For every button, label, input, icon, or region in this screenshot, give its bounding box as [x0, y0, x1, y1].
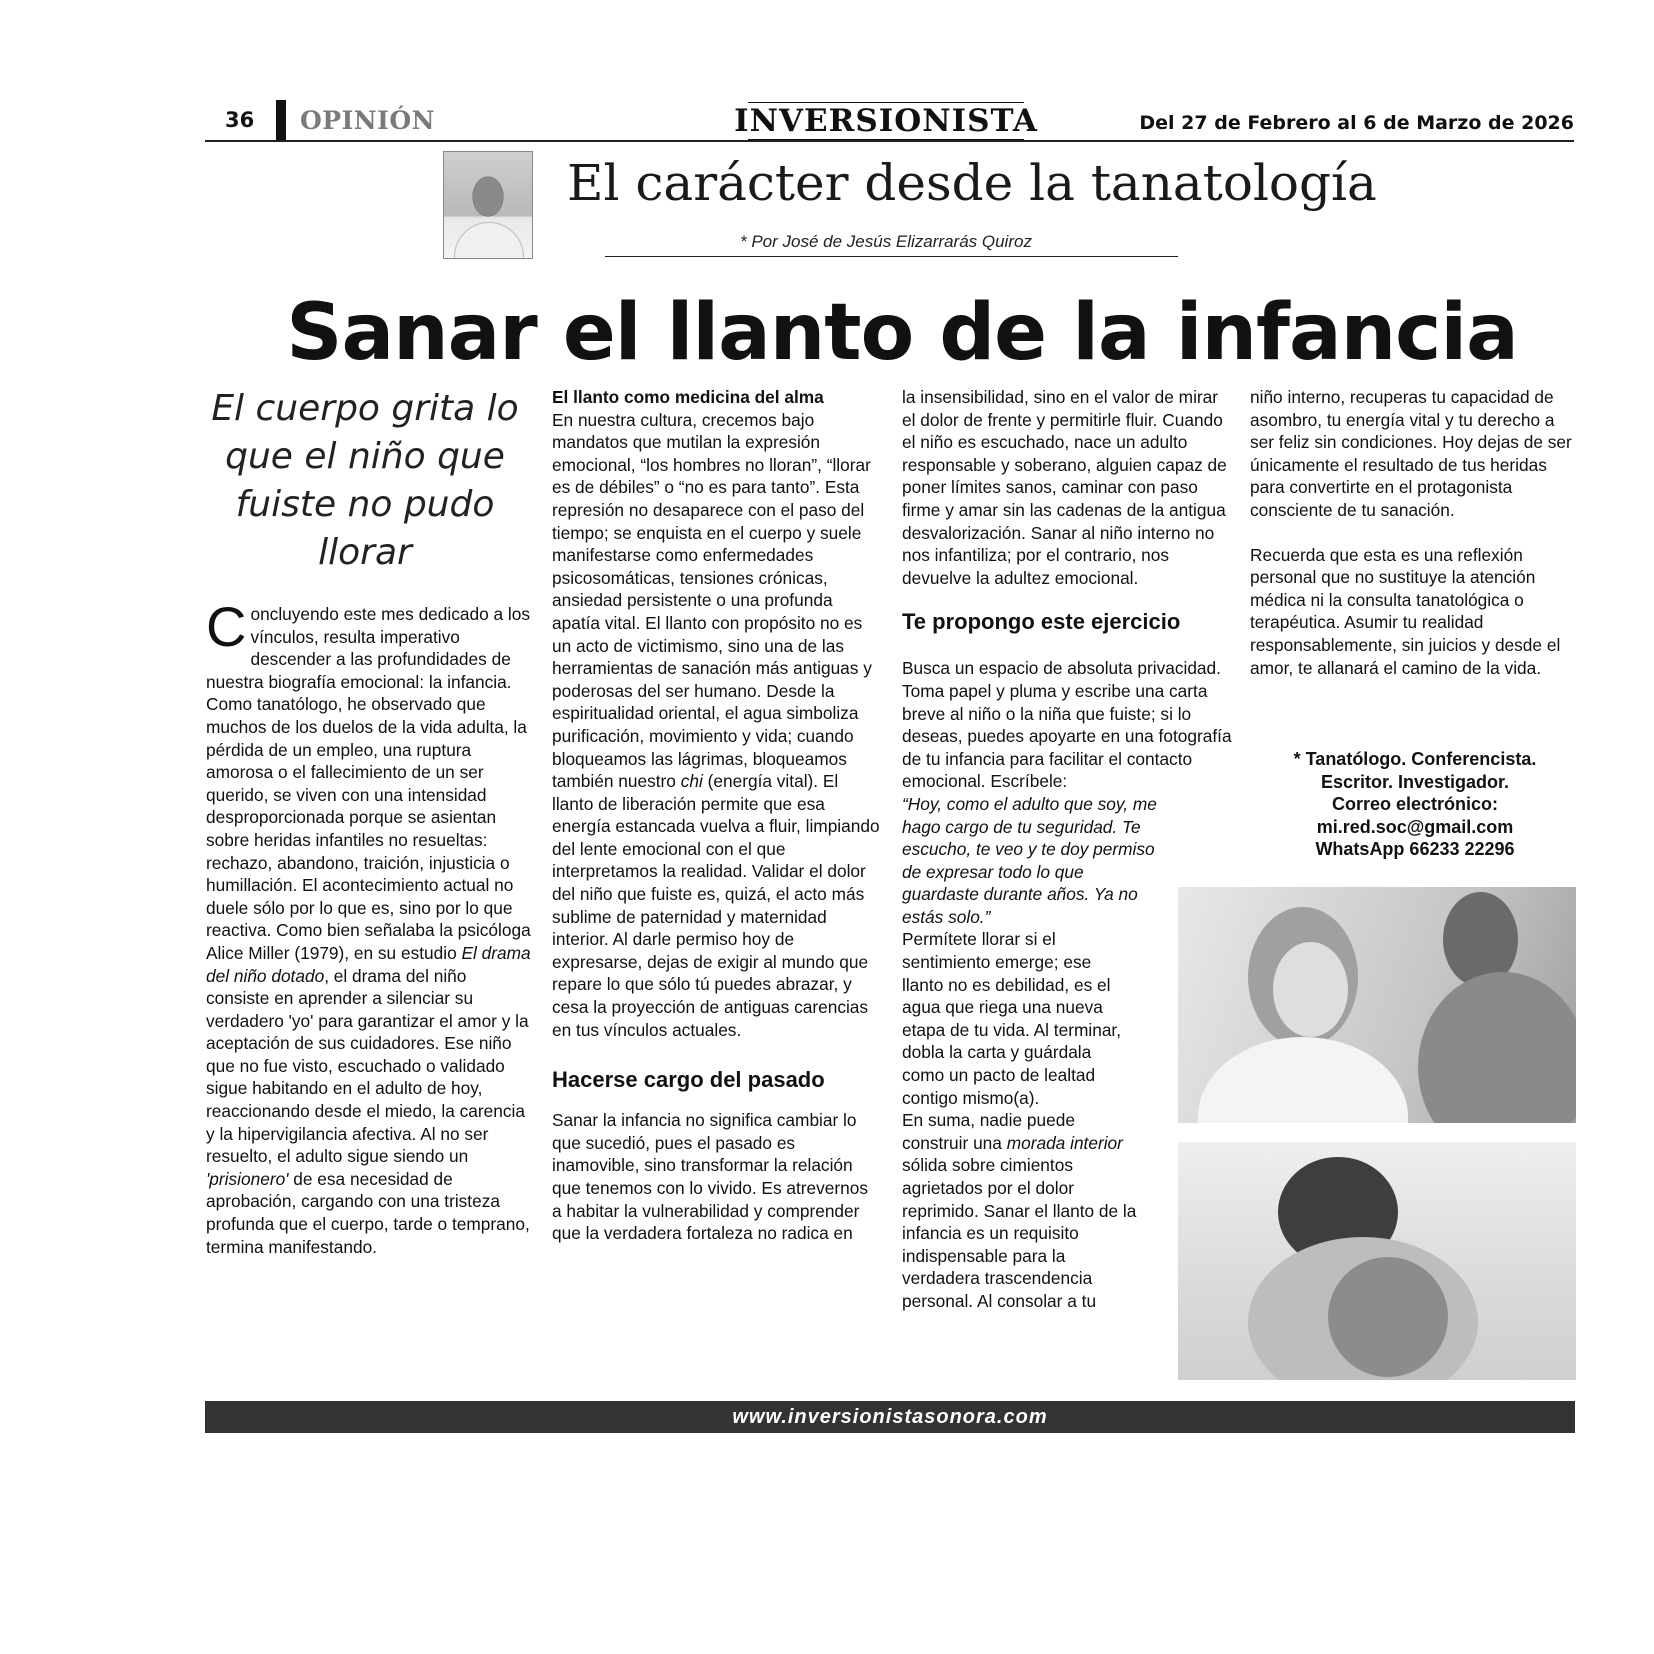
column-2-paragraph-1 [552, 386, 882, 1041]
author-photo-shoulders [454, 222, 524, 259]
col3-text-b: sólida sobre cimientos agrietados por el dolor reprimido. Sanar el llanto de la infancia es un requisito indispensable para la verdadera trascendencia personal. Al consolar a tu [902, 1155, 1137, 1311]
col2-text-b: (energía vital). El llanto de liberación permite que esa energía estancada vuelva a fluir, limpiando del lente emocional con el que interpretamos la realidad. Validar el dolor del niño que fuiste es, quizá, el acto más sublime de paternidad y maternidad interior. Al darle permiso hoy de expresarse, dejas de exigir al mundo que repare lo que sólo tú puedes abrazar, y cesa la proyección de antiguas carencias en tus vínculos actuales. [552, 771, 880, 1040]
author-photo [443, 151, 533, 259]
col1-text-c: de esa necesidad de aprobación, cargando con una tristeza profunda que el cuerpo, tarde o temprano, termina manifestando. [206, 1168, 530, 1257]
column-4-paragraph-1: niño interno, recuperas tu capacidad de asombro, tu energía vital y tu derecho a ser feliz sin condiciones. Hoy dejas de ser únicamente el resultado de tus heridas para convertirte en el protagonista consciente de tu sanación. [1250, 387, 1572, 520]
col3-text-a: En suma, nadie puede construir una [902, 1110, 1075, 1153]
section-name: OPINIÓN [300, 106, 435, 135]
credit-email: mi.red.soc@gmail.com [1316, 816, 1514, 837]
page-number: 36 [225, 108, 255, 132]
header-rule [205, 140, 1574, 142]
footer-bar [205, 1401, 1575, 1433]
byline-rule [605, 256, 1178, 257]
author-credits [1250, 748, 1580, 861]
subhead-ejercicio: Te propongo este ejercicio [902, 609, 1181, 635]
col1-text-a: oncluyendo este mes dedicado a los vínculos, resulta imperativo descender a las profundidades de nuestra biografía emocional: la infancia. Como tanatólogo, he observado que muchos de los duelos de la vida adulta, la pérdida de un empleo, una ruptura amorosa o el fallecimiento de un ser querido, se viven con una intensidad desproporcionada porque se asientan sobre heridas infantiles no resueltas: rechazo, abandono, traición, injusticia o humillación. El acontecimiento actual no duele sólo por lo que es, sino por lo que reactiva. Como bien señalaba la psicóloga Alice Miller (1979), en su estudio [206, 604, 531, 963]
pull-quote: El cuerpo grita lo que el niño que fuiste no pudo llorar [211, 388, 519, 573]
col2-text-a: En nuestra cultura, crecemos bajo mandatos que mutilan la expresión emocional, “los hombres no lloran”, “llorar es de débiles” o “no es para tanto”. Esta represión no desaparece con el paso del tiempo; se enquista en el cuerpo y suele manifestarse como enfermedades psicosomáticas, tensiones crónicas, ansiedad persistente o una profunda apatía vital. El llanto con propósito no es un acto de victimismo, sino una de las herramientas de sanación más antiguas y poderosas del ser humano. Desde la espiritualidad oriental, el agua simboliza purificación, movimiento y vida; cuando bloqueamos las lágrimas, bloqueamos también nuestro [552, 409, 872, 792]
footer-url[interactable]: www.inversionistasonora.com [732, 1405, 1048, 1428]
subhead-hacerse-cargo: Hacerse cargo del pasado [552, 1067, 825, 1093]
article-column-2 [552, 386, 882, 1245]
credit-line: Correo electrónico: [1331, 794, 1499, 815]
byline: * Por José de Jesús Elizarrarás Quiroz [740, 232, 1032, 251]
photo-figure-man-body [1418, 972, 1576, 1123]
article-column-4 [1250, 386, 1580, 679]
subhead-llanto-medicina: El llanto como medicina del alma [552, 387, 824, 407]
col1-text-b: , el drama del niño consiste en aprender a silenciar su verdadero 'yo' para garantizar el amor y la aceptación de sus cuidadores. Ese niño que no fue visto, escuchado o validado sigue habitando en el adulto de hoy, reaccionando desde el miedo, la carencia y la hipervigilancia afectiva. Al no ser resuelto, el adulto sigue siendo un [206, 965, 529, 1167]
credit-whatsapp: WhatsApp 66233 22296 [1315, 839, 1515, 860]
issue-date: Del 27 de Febrero al 6 de Marzo de 2026 [1139, 112, 1574, 134]
photo-crying-woman [1178, 887, 1576, 1123]
masthead-text: INVERSIONISTA [734, 103, 1038, 139]
photo-figure-woman-body [1198, 1037, 1408, 1123]
drop-cap: C [206, 595, 247, 658]
column-1-paragraph [206, 595, 531, 1258]
section-divider-bar [276, 100, 286, 140]
photo-figure-child [1328, 1257, 1448, 1377]
credit-line: Escritor. Investigador. [1320, 771, 1510, 792]
column-4-paragraph-2: Recuerda que esta es una reflexión personal que no sustituye la atención médica ni la consulta tanatológica o terapéutica. Asumir tu realidad responsablemente, sin juicios y desde el amor, te allanará el camino de la vida. [1250, 544, 1561, 678]
column-3-paragraph-3: Permítete llorar si el sentimiento emerge; ese llanto no es debilidad, es el agua que riega una nueva etapa de tu vida. Al terminar, dobla la carta y guárdala como un pacto de lealtad contigo mismo(a). [902, 929, 1122, 1108]
letter-quote: “Hoy, como el adulto que soy, me hago cargo de tu seguridad. Te escucho, te veo y te doy permiso de expresar todo lo que guardaste durante años. Ya no estás solo.” [902, 793, 1157, 927]
column-title: El carácter desde la tanatología [567, 154, 1377, 212]
column-3-paragraph-1: la insensibilidad, sino en el valor de mirar el dolor de frente y permitirle fluir. Cuando el niño es escuchado, nace un adulto responsable y soberano, alguien capaz de poner límites sanos, caminar con paso firme y amar sin las cadenas de la antigua desvalorización. Sanar al niño interno no nos infantiliza; por el contrario, nos devuelve la adultez emocional. [902, 387, 1227, 588]
photo-figure-woman-face [1273, 942, 1348, 1037]
photo-mother-hugging-child [1178, 1142, 1576, 1380]
article-column-1 [206, 595, 531, 1258]
masthead-logo [734, 102, 1038, 140]
article-headline: Sanar el llanto de la infancia [286, 288, 1518, 378]
credit-line: * Tanatólogo. Conferencista. [1293, 749, 1537, 769]
morada-interior-term: morada interior [1006, 1132, 1123, 1153]
column-2-paragraph-2: Sanar la infancia no significa cambiar lo que sucedió, pues el pasado es inamovible, sino transformar la relación que tenemos con lo vivido. Es atrevernos a habitar la vulnerabilidad y comprender que la verdadera fortaleza no radica en [552, 1110, 869, 1244]
column-3-paragraph-2: Busca un espacio de absoluta privacidad. Toma papel y pluma y escribe una carta breve al niño o la niña que fuiste; si lo deseas, puedes apoyarte en una fotografía de tu infancia para facilitar el contacto emocional. Escríbele: [902, 658, 1232, 792]
chi-term: chi [680, 771, 703, 792]
prisionero-term: 'prisionero' [206, 1168, 289, 1189]
book-title: El drama del niño dotado [206, 942, 531, 986]
paragraph-gap [1250, 522, 1580, 544]
